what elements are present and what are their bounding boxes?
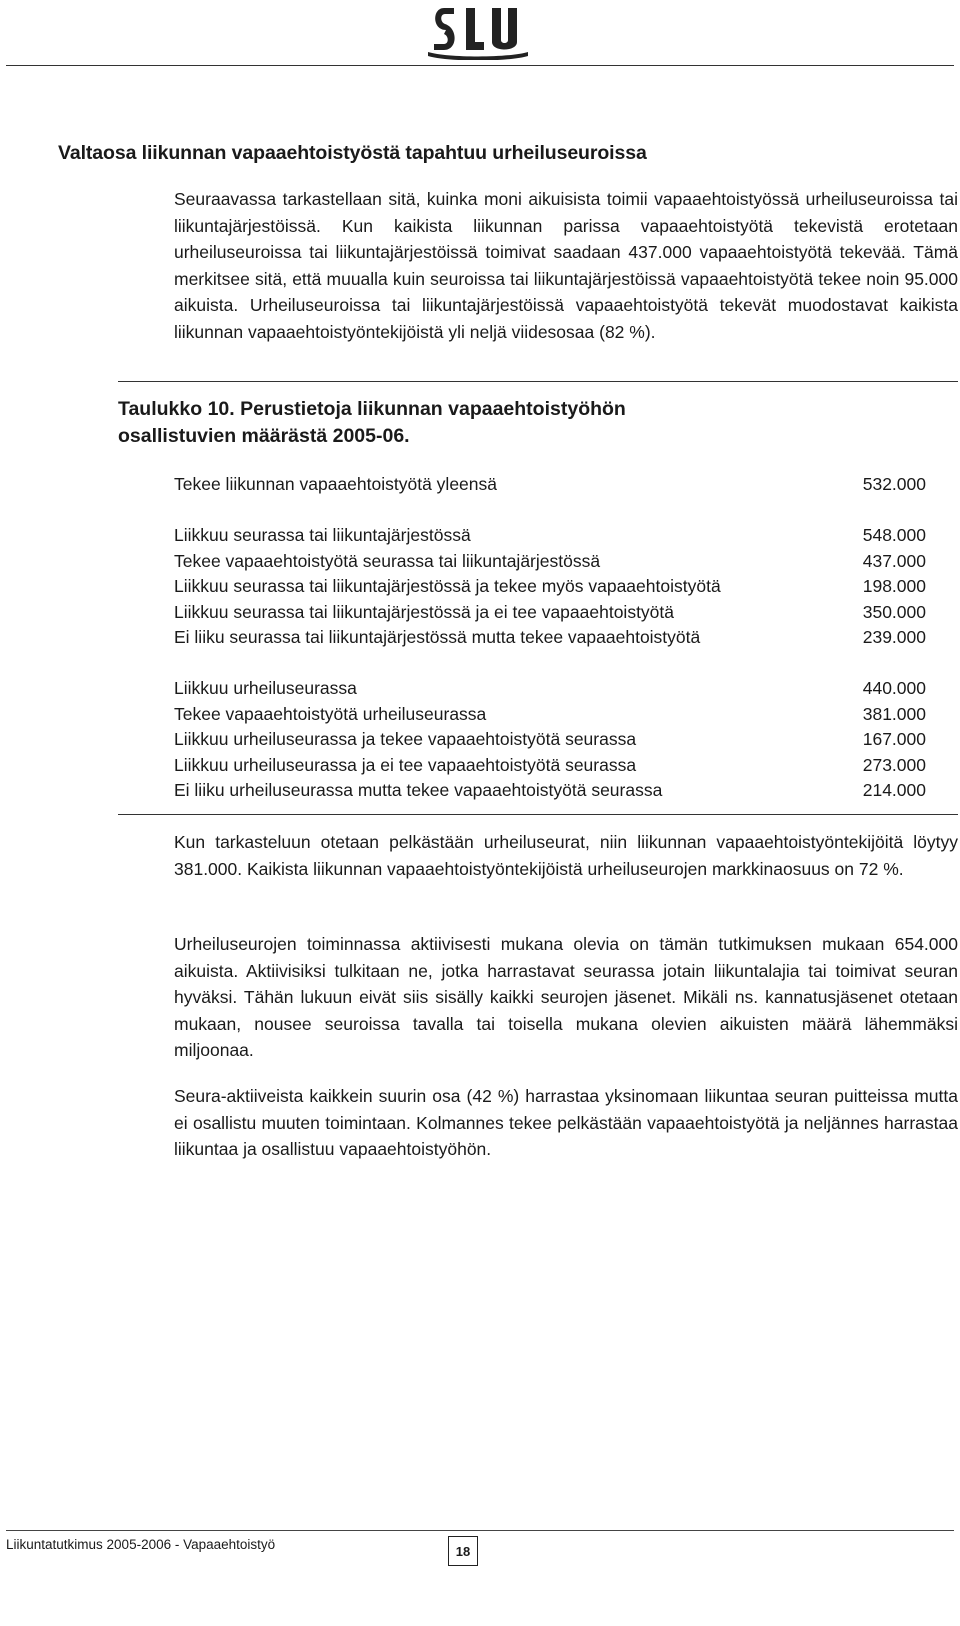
row-label: Liikkuu seurassa tai liikuntajärjestössä ja ei tee vapaaehtoistyötä: [174, 601, 675, 622]
table-row: [174, 753, 926, 779]
table-row: [174, 549, 926, 575]
footer-rule: [6, 1530, 954, 1531]
row-value: 350.000: [862, 601, 926, 622]
row-value: 198.000: [862, 576, 926, 597]
header-rule: [6, 65, 954, 66]
row-label: Liikkuu urheiluseurassa ja tekee vapaaehtoistyötä seurassa: [174, 729, 637, 750]
row-value: 440.000: [862, 678, 926, 698]
table-row: [174, 472, 926, 498]
row-value: 381.000: [862, 703, 926, 724]
row-value: 239.000: [862, 627, 926, 648]
table-bottom-rule: [118, 814, 958, 815]
row-label: Ei liiku seurassa tai liikuntajärjestössä mutta tekee vapaaehtoistyötä: [174, 627, 701, 648]
table-group-organizations: [174, 523, 926, 651]
row-label: Tekee vapaaehtoistyötä urheiluseurassa: [174, 703, 487, 724]
body-paragraph-active-members: Urheiluseurojen toiminnassa aktiivisesti mukana olevia on tämän tutkimuksen mukaan 654.000 aikuista. Aktiivisiksi tulkitaan ne, jotka harrastavat seurassa jotain liikuntalajia tai toimivat seuran hyväksi. Tähän lukuun eivät siis sisälly kaikki seurojen jäsenet. Mikäli ns. kannatusjäsenet otetaan mukaan, nousee seuroissa tavalla tai toisella mukana olevien aikuisten määrä lähemmäksi miljoonaa.: [174, 934, 958, 1060]
table-caption: Taulukko 10. Perustietoja liikunnan vapaaehtoistyöhön osallistuvien määrästä 2005-06.: [118, 398, 626, 447]
table-group-sports-clubs: [174, 676, 926, 804]
intro-paragraph: Seuraavassa tarkastellaan sitä, kuinka moni aikuisista toimii vapaaehtoistyössä urheiluseuroissa tai liikuntajärjestöissä. Kun kaikista liikunnan parissa vapaaehtoistyötä tekevistä erotetaan urheiluseuroissa tai liikuntajärjestöissä toimivat saadaan 437.000 vapaaehtoistyötä tekevää. Tämä merkitsee sitä, että muualla kuin seuroissa tai liikuntajärjestöissä vapaaehtoistyötä tekee noin 95.000 aikuista. Urheiluseuroissa tai liikuntajärjestöissä vapaaehtoistyötä tekevät muodostavat kaikista liikunnan vapaaehtoistyöntekijöistä yli neljä viidesosaa (82 %).: [174, 189, 958, 342]
table-row: [174, 625, 926, 651]
body-paragraph-market-share: Kun tarkasteluun otetaan pelkästään urheiluseurat, niin liikunnan vapaaehtoistyöntekijöitä löytyy 381.000. Kaikista liikunnan vapaaehtoistyöntekijöistä urheiluseurojen markkinaosuus on 72 %.: [174, 832, 958, 879]
row-label: Liikkuu seurassa tai liikuntajärjestössä: [174, 525, 471, 545]
table-row: [174, 574, 926, 600]
page-number: 18: [448, 1536, 478, 1566]
row-label: Liikkuu urheiluseurassa ja ei tee vapaaehtoistyötä seurassa: [174, 754, 637, 775]
row-label: Tekee vapaaehtoistyötä seurassa tai liikuntajärjestössä: [174, 550, 601, 571]
row-label: Tekee liikunnan vapaaehtoistyötä yleensä: [174, 474, 497, 494]
row-label: Liikkuu urheiluseurassa: [174, 678, 357, 698]
table-row: [174, 727, 926, 753]
slu-logo: [428, 6, 528, 60]
row-value: 167.000: [862, 729, 926, 750]
table-row: [174, 702, 926, 728]
table-row: [174, 523, 926, 549]
footer-publication-title: Liikuntatutkimus 2005-2006 - Vapaaehtoistyö: [6, 1537, 276, 1552]
table-row: [174, 778, 926, 804]
table-top-rule: [118, 381, 958, 382]
table-row: [174, 676, 926, 702]
row-value: 437.000: [862, 550, 926, 571]
section-title: Valtaosa liikunnan vapaaehtoistyöstä tapahtuu urheiluseuroissa: [58, 142, 647, 164]
body-paragraph-club-activists: Seura-aktiiveista kaikkein suurin osa (42 %) harrastaa yksinomaan liikuntaa seuran puitteissa mutta ei osallistu muuten toimintaan. Kolmannes tekee pelkästään vapaaehtoistyötä ja neljännes harrastaa liikuntaa ja osallistuu vapaaehtoistyöhön.: [174, 1086, 958, 1159]
table-row: [174, 600, 926, 626]
row-label: Ei liiku urheiluseurassa mutta tekee vapaaehtoistyötä seurassa: [174, 780, 663, 801]
row-label: Liikkuu seurassa tai liikuntajärjestössä ja tekee myös vapaaehtoistyötä: [174, 576, 721, 597]
row-value: 532.000: [862, 474, 926, 494]
table-group-general: [174, 472, 926, 498]
row-value: 548.000: [862, 525, 926, 545]
row-value: 214.000: [862, 780, 926, 801]
row-value: 273.000: [862, 754, 926, 775]
